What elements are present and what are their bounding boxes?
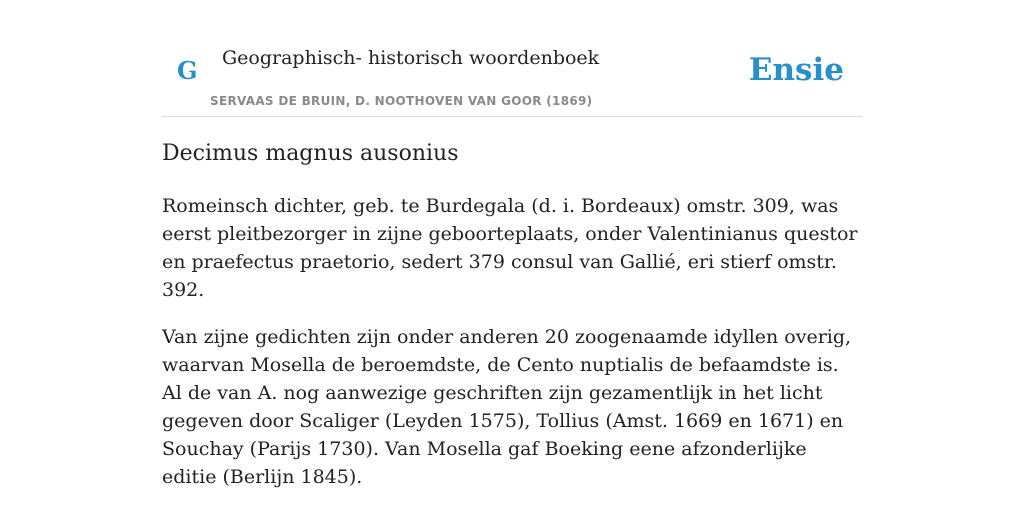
book-authors: SERVAAS DE BRUIN, D. NOOTHOVEN VAN GOOR (1869) [210, 94, 593, 108]
entry-title: Decimus magnus ausonius [162, 141, 459, 166]
header [162, 0, 862, 117]
entry-paragraph: Van zijne gedichten zijn onder anderen 20 zoogenaamde idyllen overig, waarvan Mosella de beroemdste, de Cento nuptialis de befaamdste is. Al de van A. nog aanwezige geschriften zijn gezamentlijk in het licht gegeven door Scaliger (Leyden 1575), Tollius (Amst. 1669 en 1671) en Souchay (Parijs 1730). Van Mosella gaf Boeking eene afzonderlijke editie (Berlijn 1845). [162, 326, 852, 488]
entry-content [162, 138, 862, 491]
ensie-logo-link[interactable]: Ensie [748, 52, 844, 88]
book-logo-icon[interactable]: G [177, 56, 198, 85]
book-title-link[interactable]: Geographisch- historisch woordenboek [222, 47, 600, 69]
entry-paragraph: Romeinsch dichter, geb. te Burdegala (d. i. Bordeaux) omstr. 309, was eerst pleitbezorger in zijne geboorteplaats, onder Valentinianus questor en praefectus praetorio, sedert 379 consul van Gallié, eri stierf omstr. 392. [162, 195, 858, 301]
